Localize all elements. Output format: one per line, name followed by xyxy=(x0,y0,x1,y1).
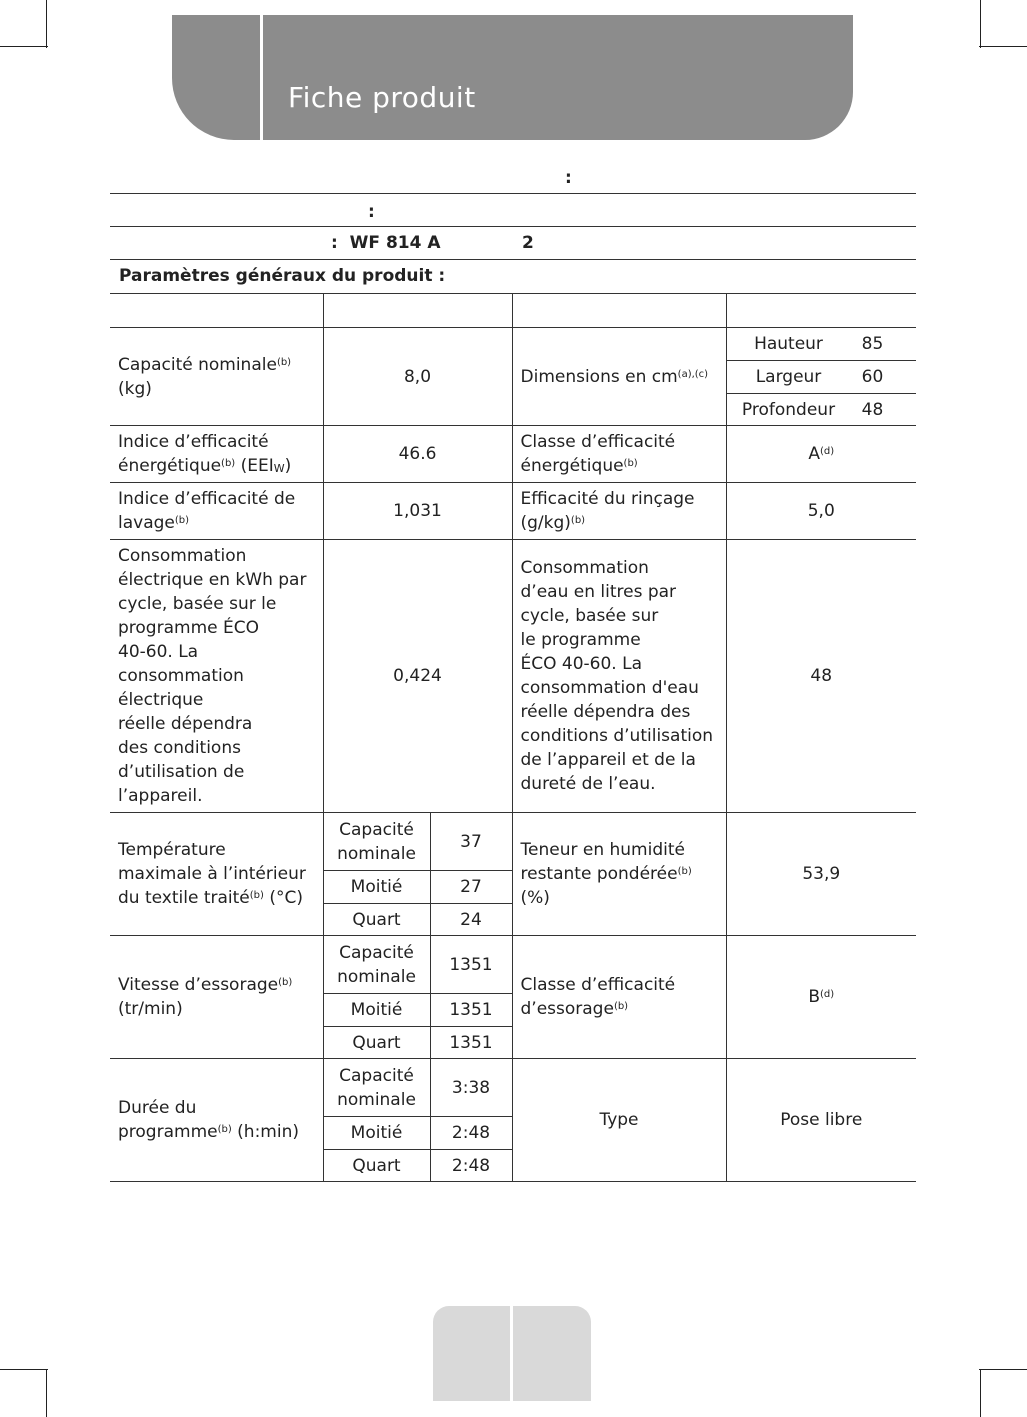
eei-value: 46.6 xyxy=(323,426,512,483)
temperature-row-label: Moitié xyxy=(323,871,430,904)
energy-consumption-label: Consommation électrique en kWh par cycle, basée sur le programme ÉCO 40-60. La consommation électrique réelle dépendra des conditions d’utilisation de l’appareil. xyxy=(110,540,323,813)
capacity-value: 8,0 xyxy=(323,328,512,426)
table-row xyxy=(110,936,916,994)
spin-row-label: Capacité nominale xyxy=(323,936,430,994)
eei-label: Indice d’efficacité énergétique$^{(b)}$ (EEIW) xyxy=(110,426,323,483)
spin-row-value: 1351 xyxy=(430,1027,512,1059)
duration-row-value: 3:38 xyxy=(430,1059,512,1117)
spin-speed-label: Vitesse d’essorage$^{(b)}$ (tr/min) xyxy=(110,936,323,1059)
duration-row-label: Moitié xyxy=(323,1117,430,1150)
supplier-colon: : xyxy=(565,168,572,188)
crop-mark xyxy=(0,1369,48,1370)
table-row xyxy=(110,1059,916,1117)
table-row xyxy=(110,483,916,540)
divider-line xyxy=(110,226,916,227)
type-label: Type xyxy=(512,1059,726,1182)
energy-consumption-value: 0,424 xyxy=(323,540,512,813)
temperature-row-label: Quart xyxy=(323,904,430,936)
dimension-width: Largeur 60 xyxy=(726,361,916,394)
divider-line xyxy=(110,259,916,260)
crop-mark xyxy=(979,1369,1027,1370)
table-header-row xyxy=(110,294,916,328)
header-tab xyxy=(172,15,853,140)
page-title: Fiche produit xyxy=(288,81,476,114)
footer-divider xyxy=(510,1306,513,1401)
spin-row-label: Quart xyxy=(323,1027,430,1059)
energy-class-value: $A^{(d)}$ xyxy=(726,426,916,483)
temperature-row-value: 24 xyxy=(430,904,512,936)
type-value: Pose libre xyxy=(726,1059,916,1182)
spin-row-label: Moitié xyxy=(323,994,430,1027)
water-consumption-value: 48 xyxy=(726,540,916,813)
temperature-row-value: 37 xyxy=(430,813,512,871)
energy-class-label: Classe d’efficacité énergétique$^{(b)}$ xyxy=(512,426,726,483)
moisture-label: Teneur en humidité restante pondérée$^{(b)}$ (%) xyxy=(512,813,726,936)
spin-row-value: 1351 xyxy=(430,936,512,994)
temperature-row-label: Capacité nominale xyxy=(323,813,430,871)
wash-index-value: 1,031 xyxy=(323,483,512,540)
table-row xyxy=(110,426,916,483)
crop-mark xyxy=(0,46,48,47)
temperature-row-value: 27 xyxy=(430,871,512,904)
crop-mark xyxy=(979,46,1027,47)
model-identifier: : WF 814 A xyxy=(331,233,441,253)
crop-mark xyxy=(46,0,47,48)
spin-class-value: $B^{(d)}$ xyxy=(726,936,916,1059)
table-row xyxy=(110,813,916,871)
dimensions-label: Dimensions en $cm^{(a),(c)}$ xyxy=(512,328,726,426)
capacity-label: Capacité nominale$^{(b)}$ (kg) xyxy=(110,328,323,426)
crop-mark xyxy=(46,1369,47,1417)
duration-row-label: Quart xyxy=(323,1150,430,1182)
table-row xyxy=(110,540,916,813)
section-title: Paramètres généraux du produit : xyxy=(119,266,446,286)
rinse-value: 5,0 xyxy=(726,483,916,540)
model-suffix: 2 xyxy=(522,233,534,253)
page-number-tab xyxy=(433,1306,591,1401)
divider-line xyxy=(110,193,916,194)
dimension-height: Hauteur 85 xyxy=(726,328,916,361)
wash-index-label: Indice d’efficacité de lavage$^{(b)}$ xyxy=(110,483,323,540)
water-consumption-label: Consommation d’eau en litres par cycle, basée sur le programme ÉCO 40-60. La consommation d'eau réelle dépendra des conditions d’utilisation de l’appareil et de la dureté de l’eau. xyxy=(512,540,726,813)
duration-row-label: Capacité nominale xyxy=(323,1059,430,1117)
moisture-value: 53,9 xyxy=(726,813,916,936)
spin-row-value: 1351 xyxy=(430,994,512,1027)
temperature-label: Température maximale à l’intérieur du textile traité$^{(b)}$ (°C) xyxy=(110,813,323,936)
table-row xyxy=(110,328,916,361)
spec-table xyxy=(110,293,916,1182)
duration-row-value: 2:48 xyxy=(430,1117,512,1150)
brand-colon: : xyxy=(368,202,375,222)
crop-mark xyxy=(980,0,981,48)
spin-class-label: Classe d’efficacité d’essorage$^{(b)}$ xyxy=(512,936,726,1059)
header-divider xyxy=(260,15,263,140)
rinse-label: Efficacité du rinçage $(g/kg)^{(b)}$ xyxy=(512,483,726,540)
crop-mark xyxy=(980,1369,981,1417)
duration-label: Durée du programme$^{(b)}$ (h:min) xyxy=(110,1059,323,1182)
dimension-depth: Profondeur 48 xyxy=(726,394,916,426)
duration-row-value: 2:48 xyxy=(430,1150,512,1182)
